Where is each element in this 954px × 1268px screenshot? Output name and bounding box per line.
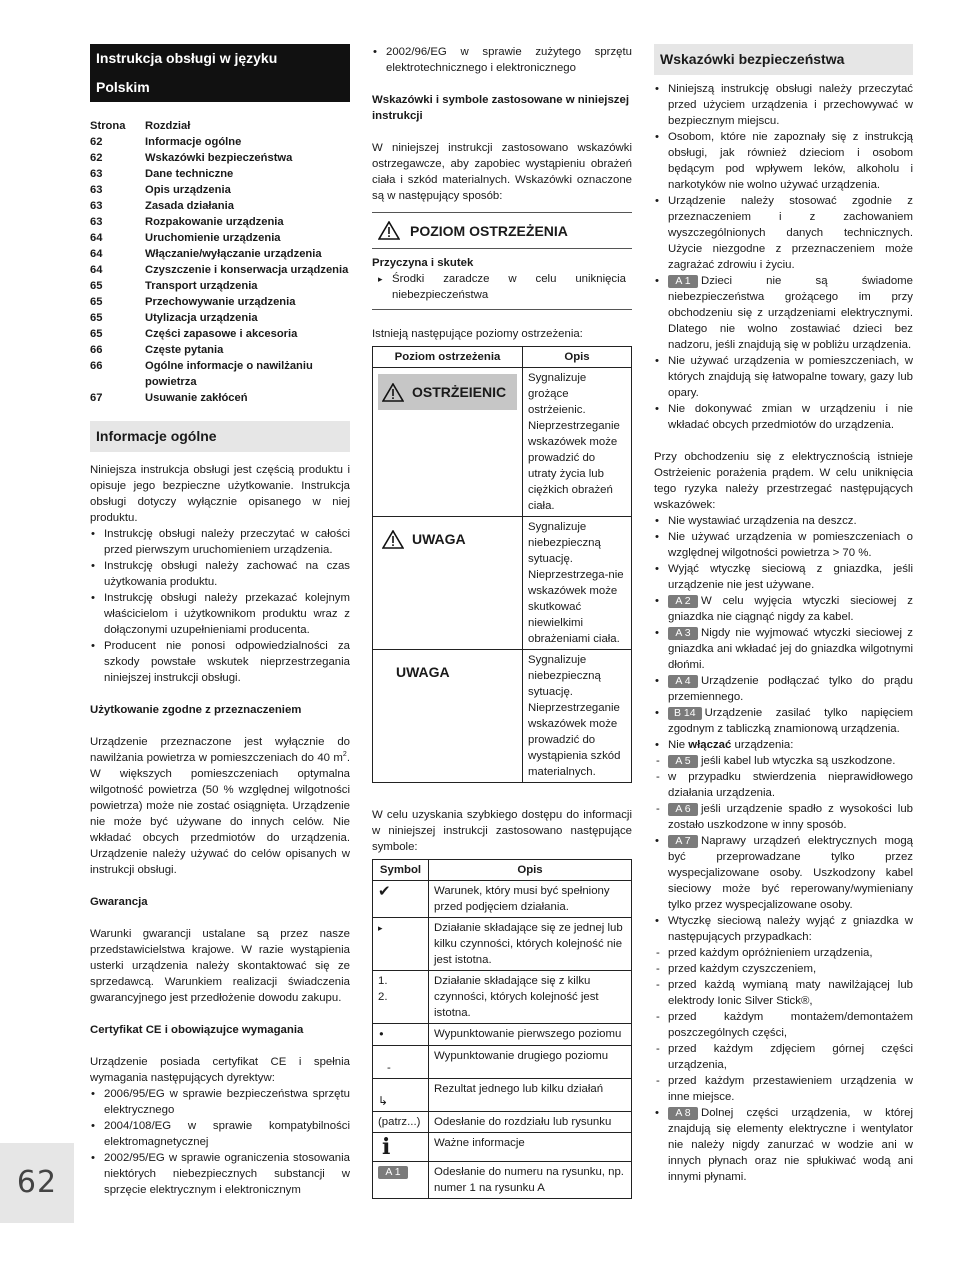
toc-page: 66: [90, 344, 103, 356]
toc-page: 67: [90, 392, 103, 404]
safety-bullets: [654, 81, 913, 433]
manual-title-line1: Instrukcja obsługi w języku: [96, 50, 278, 66]
list-item: • Instrukcję obsługi należy przeczytać w całości przed pierwszym uruchomieniem urządzenia.: [90, 526, 350, 558]
symbol-cell: [373, 1162, 429, 1199]
electric-item: • Wyjąć wtyczkę sieciową z gniazdka, jeśli urządzenie nie jest używane.: [654, 561, 913, 593]
toc-row: [90, 198, 350, 214]
level-desc: Sygnalizuje niebezpieczną sytuację. Nieprzestrzega-nie wskazówek może skutkować niewielkimi obrażeniami ciała.: [523, 517, 632, 650]
toc-chapter: Uruchomienie urządzenia: [145, 232, 281, 244]
table-row: [373, 517, 632, 650]
toc-row: [90, 262, 350, 278]
sub-bullets: [654, 945, 913, 1105]
symbol-cell: [373, 1133, 429, 1162]
symbol-cell: [373, 1046, 429, 1079]
electric-item: [654, 1105, 913, 1185]
toc-row: [90, 358, 350, 390]
symbol-desc: Wypunktowanie pierwszego poziomu: [429, 1024, 632, 1046]
toc-chapter: Usuwanie zakłóceń: [145, 392, 248, 404]
e8-pre: Nie: [668, 739, 689, 751]
symbol-desc: Odesłanie do rozdziału lub rysunku: [429, 1112, 632, 1133]
table-row: [373, 1046, 632, 1079]
table-row: [373, 650, 632, 783]
column-right: [654, 44, 913, 1185]
warranty-heading: Gwarancja: [90, 896, 148, 908]
figure-ref-badge: A 1: [378, 1166, 408, 1179]
electric-item: • Nie wystawiać urządzenia na deszcz.: [654, 513, 913, 529]
toc-page: 65: [90, 328, 103, 340]
symbols-heading: Wskazówki i symbole zastosowane w niniejszej instrukcji: [372, 94, 630, 122]
safety-item: [654, 273, 913, 353]
sub-item: - przed każdym przestawieniem urządzenia w inne miejsce.: [654, 1073, 913, 1105]
sub-item: [654, 801, 913, 833]
directive-continuation: [372, 44, 632, 76]
list-item: • 2002/95/EG w sprawie ograniczenia stosowania niektórych niebezpiecznych substancji w sprzęcie elektrycznym i elektronicznym: [90, 1150, 350, 1198]
toc-chapter: Informacje ogólne: [145, 136, 242, 148]
sub-item: - przed każdym opróżnieniem urządzenia,: [654, 945, 913, 961]
toc-page: 64: [90, 248, 103, 260]
toc-chapter: Dane techniczne: [145, 168, 234, 180]
warning-triangle-icon: [378, 221, 400, 240]
toc-row: [90, 342, 350, 358]
table-row: [373, 1079, 632, 1112]
levels-table-header: [373, 347, 632, 368]
ce-heading: Certyfikat CE i obowiązujce wymagania: [90, 1024, 304, 1036]
figure-ref-badge: A 1: [668, 275, 698, 288]
manual-title-line2: Polskim: [96, 79, 150, 95]
safety-item: • Nie używać urządzenia w pomieszczeniach, w których znajdują się łatwopalne towary, gazy lub opary.: [654, 353, 913, 401]
use-text-b: . W większych pomieszczeniach optymalna wilgotność powietrza (50 % względnej wilgotności powietrza) może nie zostać osiągnięta. Urządzenie nie może być używane do innych celów. Nie wkładać obcych przedmiotów do urządzenia. Urządzenie należy używać do celów opisanych w instrukcji obsługi.: [90, 752, 350, 876]
toc-row: [90, 182, 350, 198]
toc-chapter: Zasada działania: [145, 200, 234, 212]
symbol-text: 1. 2.: [378, 975, 388, 1003]
toc-row: [90, 134, 350, 150]
cause-heading: Przyczyna i skutek: [372, 257, 474, 269]
toc-chapter: Rozpakowanie urządzenia: [145, 216, 284, 228]
list-item: • Instrukcję obsługi należy przekazać kolejnym właścicielom i użytkownikom produktu wraz z dołączonymi uzupełnieniami producenta.: [90, 590, 350, 638]
general-intro: Niniejsza instrukcja obsługi jest częścią produktu i opisuje jego bezpieczne użytkowanie. Instrukcja obsługi dotyczy wyłącznie opisanego w niej produktu.: [90, 464, 350, 524]
electric-intro: Przy obchodzeniu się z elektrycznością istnieje Ostrżeienic porażenia prądem. W celu uniknięcia tego ryzyka należy przestrzegać następujących wskazówek:: [654, 451, 913, 511]
level-cell: [373, 368, 523, 517]
toc-page: 62: [90, 136, 103, 148]
electric-item-text: Wtyczkę sieciową należy wyjąć z gniazdka w następujących przypadkach:: [668, 915, 913, 943]
toc-header: [90, 118, 350, 134]
toc-row: [90, 310, 350, 326]
toc-page: 65: [90, 312, 103, 324]
symbol-desc: Rezultat jednego lub kilku działań: [429, 1079, 632, 1112]
levels-head-desc: Opis: [523, 347, 632, 368]
table-row: [373, 1162, 632, 1199]
table-row: [373, 1112, 632, 1133]
toc-page: 65: [90, 296, 103, 308]
page-number: 62: [0, 1143, 74, 1223]
levels-table: [372, 346, 632, 783]
list-item: • Producent nie ponosi odpowiedzialności za szkody powstałe wskutek nieprzestrzegania niniejszej instrukcji obsługi.: [90, 638, 350, 686]
symbol-desc: Działanie składające się ze jednej lub kilku czynności, których kolejność nie jest istotna.: [429, 918, 632, 971]
e8-bold: włączać: [688, 739, 732, 751]
sub-item: [654, 769, 913, 801]
figure-ref-badge: A 6: [668, 803, 698, 816]
safety-item: • Urządzenie należy stosować zgodnie z przeznaczeniem i z zachowaniem wyszczególnionych danych technicznych. Użycie niezgodne z przeznaczeniem może zagrażać zdrowiu i życiu.: [654, 193, 913, 273]
toc-chapter: Włączanie/wyłączanie urządzenia: [145, 248, 322, 260]
quick-intro: W celu uzyskania szybkiego dostępu do informacji w niniejszej instrukcji zastosowano następujące symbole:: [372, 809, 632, 853]
figure-ref-badge: B 14: [668, 707, 702, 720]
level-label: UWAGA: [396, 664, 450, 680]
symbol-desc: Ważne informacje: [429, 1133, 632, 1162]
electric-item: [654, 705, 913, 737]
list-item: • 2006/95/EG w sprawie bezpieczeństwa sprzętu elektrycznego: [90, 1086, 350, 1118]
warning-level-box: [372, 212, 632, 249]
toc-row: [90, 214, 350, 230]
level-cell: [373, 650, 523, 783]
toc-chapter: Częste pytania: [145, 344, 224, 356]
intended-use-heading: Użytkowanie zgodne z przeznaczeniem: [90, 704, 302, 716]
toc-row: [90, 294, 350, 310]
table-row: [373, 368, 632, 517]
toc-page: 66: [90, 360, 103, 372]
symbol-cell: [373, 1112, 429, 1133]
toc-page: 63: [90, 200, 103, 212]
symbols-table: [372, 859, 632, 1199]
figure-ref-badge: A 2: [668, 595, 698, 608]
symbol-cell: [373, 1024, 429, 1046]
table-row: [373, 971, 632, 1024]
toc-chapter: Przechowywanie urządzenia: [145, 296, 296, 308]
toc-header-chapter: Rozdział: [145, 120, 191, 132]
toc-page: 64: [90, 232, 103, 244]
symbol-cell: [373, 1079, 429, 1112]
general-bullets: [90, 526, 350, 686]
toc-chapter: Opis urządzenia: [145, 184, 231, 196]
toc-row: [90, 326, 350, 342]
level-label: OSTRŻEIENIC: [412, 384, 507, 400]
safety-item: • Osobom, które nie zapoznały się z instrukcją obsługi, jak również dzieciom i osobom będącym pod wpływem leków, alkoholu i narkotyków nie wolno używać urządzenia.: [654, 129, 913, 193]
sub-item: - przed każdym zdjęciem górnej części urządzenia,: [654, 1041, 913, 1073]
figure-ref-badge: A 3: [668, 627, 698, 640]
level-caution: [378, 521, 517, 557]
levels-intro: Istnieją następujące poziomy ostrzeżenia:: [372, 328, 583, 340]
symbols-head-desc: Opis: [429, 860, 632, 881]
electric-item-text: Dolnej części urządzenia, w której znajdują się elementy elektryczne i wentylator nie należy nigdy zanurzać w wodzie ani w innych płynach oraz nie spłukiwać wodą ani innymi płynami.: [668, 1107, 913, 1183]
sub-item: - przed każdym montażem/demontażem poszczególnych części,: [654, 1009, 913, 1041]
figure-ref-badge: A 5: [668, 755, 698, 768]
electric-item-text: Urządzenie podłączać tylko do prądu przemiennego.: [668, 675, 913, 703]
use-sup: 2: [342, 751, 347, 759]
figure-ref-badge: A 7: [668, 835, 698, 848]
general-info-heading: Informacje ogólne: [90, 421, 350, 452]
toc-header-page: Strona: [90, 120, 126, 132]
electric-item: [654, 737, 913, 833]
level-cell: [373, 517, 523, 650]
warranty-text: Warunki gwarancji ustalane są przez nasze przedstawicielstwa krajowe. W razie wystąpienia usterki urządzenia należy skontaktować się ze sprzedawcą. Warunkiem realizacji świadczenia gwarancyjnego jest przedłożenie dowodu zakupu.: [90, 928, 350, 1004]
electric-item: [654, 593, 913, 625]
figure-ref-badge: A 8: [668, 1107, 698, 1120]
table-row: [373, 918, 632, 971]
symbol-desc: Wypunktowanie drugiego poziomu: [429, 1046, 632, 1079]
warning-triangle-icon: [382, 530, 404, 549]
toc-page: 64: [90, 264, 103, 276]
symbols-head-symbol: Symbol: [373, 860, 429, 881]
symbol-desc: Warunek, który musi być spełniony przed podjęciem działania.: [429, 881, 632, 918]
electric-item-text: Nigdy nie wyjmować wtyczki sieciowej z gniazdka ani wkładać jej do gniazdka wilgotnymi dłońmi.: [668, 627, 913, 671]
symbol-cell: [373, 881, 429, 918]
level-desc: Sygnalizuje niebezpieczną sytuację. Nieprzestrzeganie wskazówek może prowadzić do wystąpienia szkód materialnych.: [523, 650, 632, 783]
symbol-cell: [373, 971, 429, 1024]
intended-use-text: [90, 734, 350, 878]
list-item: • 2004/108/EG w sprawie kompatybilności elektromagnetycznej: [90, 1118, 350, 1150]
column-left: [90, 44, 350, 1198]
sub-item-text: jeśli kabel lub wtyczka są uszkodzone.: [701, 755, 896, 767]
electric-item: • Nie używać urządzenia w pomieszczeniach o względnej wilgotności powietrza > 70 %.: [654, 529, 913, 561]
symbol-desc: Odesłanie do numeru na rysunku, np. numer 1 na rysunku A: [429, 1162, 632, 1199]
sub-item-text: jeśli urządzenie spadło z wysokości lub zostało uszkodzone w inny sposób.: [668, 803, 913, 831]
e8-post: urządzenia:: [731, 739, 794, 751]
toc-row: [90, 390, 350, 406]
dash-symbol: -: [387, 1062, 391, 1074]
toc-row: [90, 230, 350, 246]
level-desc: Sygnalizuje grożące ostrżeienic. Nieprzestrzeganie wskazówek może prowadzić do utraty życia lub ciężkich obrażeń ciała.: [523, 368, 632, 517]
safety-item-text: Dzieci nie są świadome niebezpieczeństwa grożącego im przy obchodzeniu się z urządzeniami elektrycznymi. Dlatego nie wolno zostawiać dzieci bez nadzoru, jeśli znajdują się w pobliżu urządzenia.: [668, 275, 913, 351]
table-row: [373, 881, 632, 918]
safety-item: • Niniejszą instrukcję obsługi należy przeczytać przed użyciem urządzenia i przechowywać w bezpiecznym miejscu.: [654, 81, 913, 129]
levels-head-level: Poziom ostrzeżenia: [373, 347, 523, 368]
level-label: UWAGA: [412, 531, 466, 547]
column-middle: [372, 44, 632, 1199]
toc-row: [90, 246, 350, 262]
check-icon: ✔: [378, 882, 391, 900]
ce-text: Urządzenie posiada certyfikat CE i spełnia wymagania następujących dyrektyw:: [90, 1056, 350, 1084]
electric-item: [654, 673, 913, 705]
electric-item-text: Urządzenie zasilać tylko napięciem zgodnym z tabliczką znamionową urządzenia.: [668, 707, 913, 735]
symbol-text: (patrz...): [378, 1116, 421, 1128]
toc-row: [90, 166, 350, 182]
toc-chapter: Transport urządzenia: [145, 280, 258, 292]
info-icon: i: [382, 1134, 391, 1160]
toc-chapter: Utylizacja urządzenia: [145, 312, 258, 324]
toc-page: 63: [90, 184, 103, 196]
electric-item: [654, 625, 913, 673]
level-danger: [378, 374, 517, 410]
cause-item: [372, 271, 632, 310]
manual-title: [90, 44, 350, 102]
sub-bullets: [654, 753, 913, 833]
sub-item: - przed każdym czyszczeniem,: [654, 961, 913, 977]
electric-item: [654, 913, 913, 1105]
table-row: [373, 1024, 632, 1046]
electric-bullets: [654, 513, 913, 1185]
toc-page: 62: [90, 152, 103, 164]
toc-page: 63: [90, 168, 103, 180]
toc-chapter: Wskazówki bezpieczeństwa: [145, 152, 293, 164]
electric-item-text: Naprawy urządzeń elektrycznych mogą być przeprowadzane tylko przez wyspecjalizowane osoby. Uszkodzony kabel sieciowy może być reperowany/wymieniany tylko przez wyspecjalizowane osoby.: [668, 835, 913, 911]
safety-heading: Wskazówki bezpieczeństwa: [654, 44, 913, 75]
table-of-contents: [90, 118, 350, 406]
list-item: • Instrukcję obsługi należy zachować na czas użytkowania produktu.: [90, 558, 350, 590]
ce-bullets: [90, 1086, 350, 1198]
symbols-table-header: [373, 860, 632, 881]
toc-chapter: Czyszczenie i konserwacja urządzenia: [145, 264, 349, 276]
level-notice: [378, 654, 517, 690]
directive-item: • 2002/96/EG w sprawie zużytego sprzętu elektrotechnicznego i elektronicznego: [372, 44, 632, 76]
electric-item-text: W celu wyjęcia wtyczki sieciowej z gniazdka nie ciągnąć nigdy za kabel.: [668, 595, 913, 623]
bullet-symbol: •: [378, 1027, 385, 1041]
sub-item: - przed każdą wymianą maty nawilżającej lub elektrody Ionic Silver Stick®,: [654, 977, 913, 1009]
result-arrow-icon: ↳: [378, 1094, 389, 1108]
cause-item-text: Środki zaradcze w celu uniknięcia niebezpieczeństwa: [392, 273, 626, 301]
figure-ref-badge: A 4: [668, 675, 698, 688]
toc-row: [90, 278, 350, 294]
warning-triangle-icon: [382, 383, 404, 402]
toc-chapter: Części zapasowe i akcesoria: [145, 328, 298, 340]
symbol-cell: [373, 918, 429, 971]
electric-item: [654, 833, 913, 913]
arrow-icon: ▸: [378, 924, 383, 934]
arrow-icon: ▸: [378, 274, 383, 284]
table-row: [373, 1133, 632, 1162]
safety-item: • Nie dokonywać zmian w urządzeniu i nie wkładać obcych przedmiotów do urządzenia.: [654, 401, 913, 433]
warning-level-label: POZIOM OSTRZEŻENIA: [410, 222, 568, 239]
sub-item-text: w przypadku stwierdzenia nieprawidłowego działania urządzenia.: [668, 771, 913, 799]
toc-chapter: Ogólne informacje o nawilżaniu powietrza: [145, 360, 313, 388]
toc-row: [90, 150, 350, 166]
toc-page: 65: [90, 280, 103, 292]
symbols-intro: W niniejszej instrukcji zastosowano wskazówki ostrzegawcze, aby zapobiec wystąpieniu obrażeń ciała i szkód materialnych. Wskazówki oznaczone są w następujący sposób:: [372, 142, 632, 202]
toc-page: 63: [90, 216, 103, 228]
symbol-desc: Działanie składające się z kilku czynności, których kolejność jest istotna.: [429, 971, 632, 1024]
sub-item: [654, 753, 913, 769]
use-text-a: Urządzenie przeznaczone jest wyłącznie do nawilżania powietrza w pomieszczeniach do 40 m: [90, 736, 350, 764]
